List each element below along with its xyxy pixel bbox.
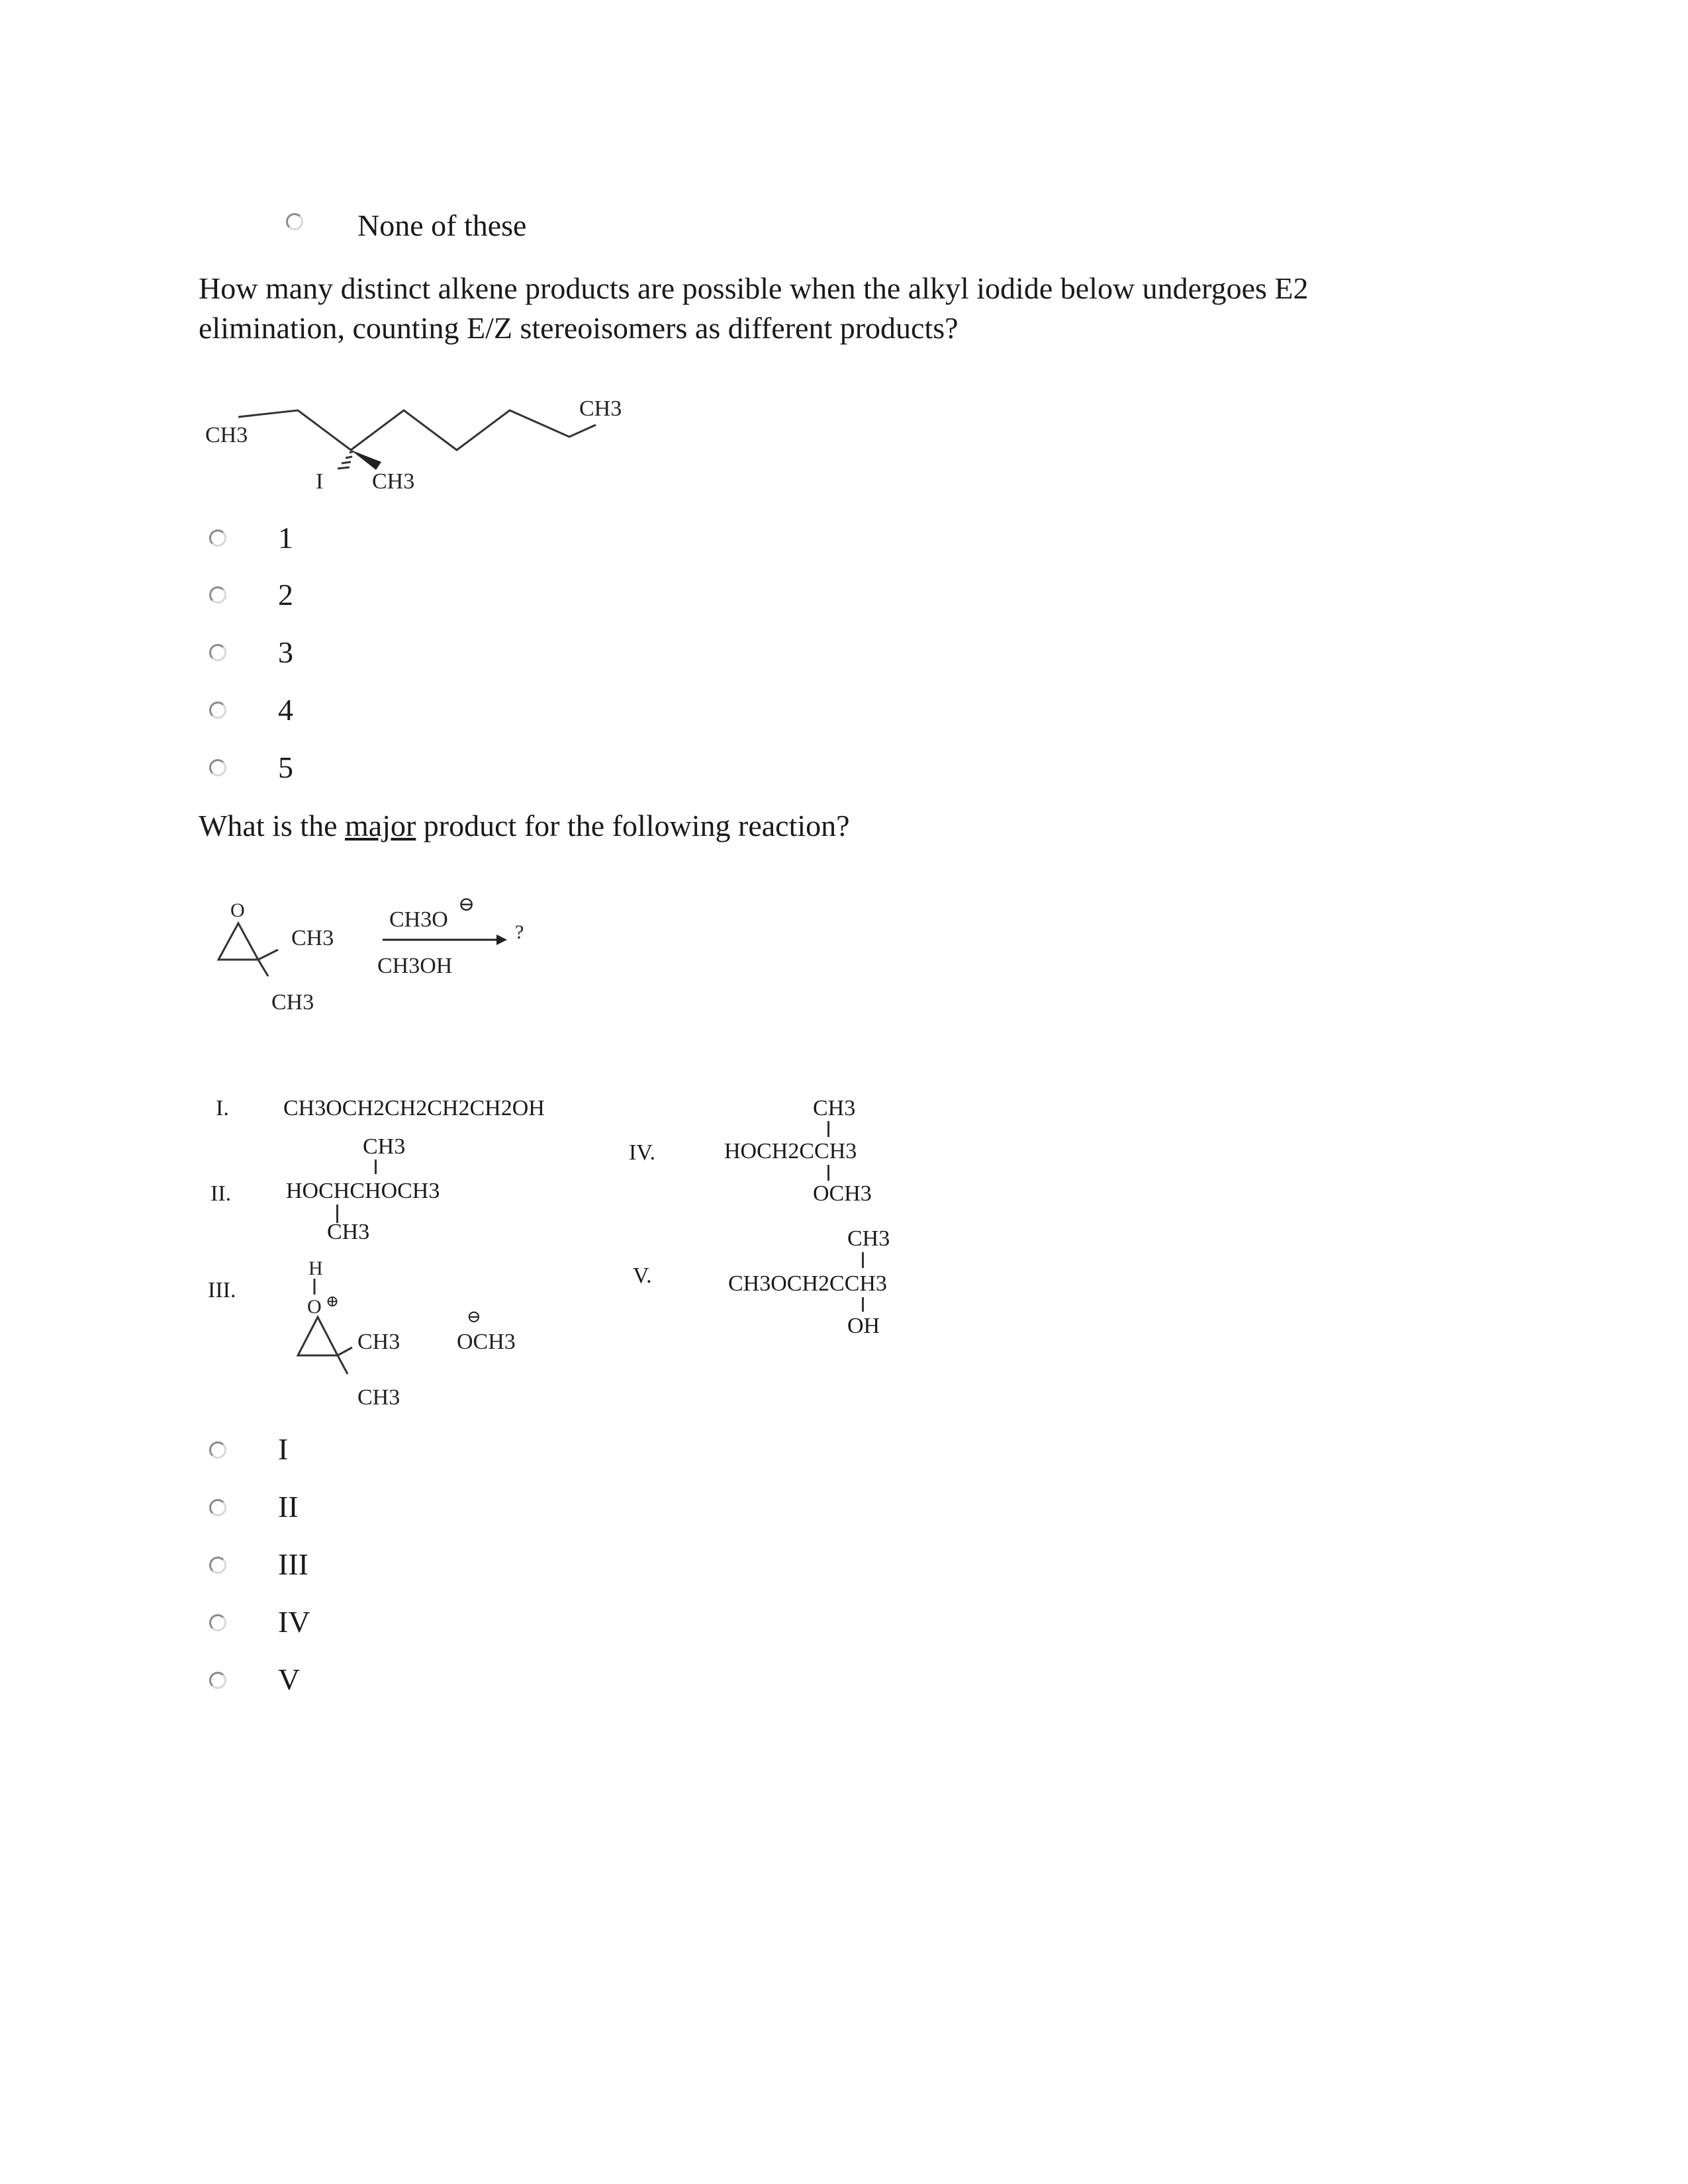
choice-V-formula: CH3OCH2CCH3 bbox=[728, 1271, 887, 1296]
branch-ch3-label: CH3 bbox=[372, 469, 415, 494]
option-label-none-of-these: None of these bbox=[357, 208, 527, 242]
epoxide-ch3-down-label: CH3 bbox=[271, 990, 314, 1015]
q1-option-radio-3[interactable] bbox=[209, 644, 226, 661]
choice-III-bond-ch3-down bbox=[338, 1355, 348, 1374]
choice-IV-bottom: OCH3 bbox=[813, 1181, 872, 1206]
reaction-arrowhead bbox=[496, 934, 507, 945]
choice-V-bond-bottom bbox=[862, 1297, 864, 1312]
choice-IV-label: IV. bbox=[629, 1140, 655, 1165]
q1-option-label-5: 5 bbox=[278, 751, 293, 784]
question-2-prefix: What is the bbox=[199, 809, 345, 842]
choice-II-bond-top bbox=[375, 1160, 377, 1174]
q2-option-radio-I[interactable] bbox=[209, 1441, 226, 1459]
reagent-top-label: CH3O bbox=[389, 907, 448, 932]
choice-III-ch3-down: CH3 bbox=[357, 1385, 400, 1410]
q2-option-label-I: I bbox=[278, 1432, 289, 1466]
q1-option-label-4: 4 bbox=[278, 693, 293, 727]
epoxide-ring bbox=[218, 923, 258, 960]
q2-option-label-IV: IV bbox=[278, 1605, 310, 1639]
choice-III-ch3-right: CH3 bbox=[357, 1330, 400, 1354]
q1-option-label-1: 1 bbox=[278, 521, 293, 555]
choice-III-anion: OCH3 bbox=[457, 1330, 516, 1354]
question-1-line-2: elimination, counting E/Z stereoisomers as different products? bbox=[199, 311, 959, 345]
choice-III-structure bbox=[285, 1251, 563, 1410]
choice-III-label: III. bbox=[208, 1278, 236, 1302]
choice-I-formula: CH3OCH2CH2CH2CH2OH bbox=[283, 1096, 545, 1120]
epoxide-ch3-right-label: CH3 bbox=[291, 926, 334, 950]
q2-option-radio-IV[interactable] bbox=[209, 1614, 226, 1631]
q2-option-radio-III[interactable] bbox=[209, 1557, 226, 1574]
hash-bond bbox=[338, 451, 353, 469]
reaction-scheme bbox=[199, 887, 569, 1039]
q1-option-radio-1[interactable] bbox=[209, 529, 226, 547]
wedge-bond bbox=[351, 450, 381, 470]
choice-IV-formula: HOCH2CCH3 bbox=[724, 1139, 857, 1163]
q2-option-label-II: II bbox=[278, 1490, 299, 1524]
q2-option-label-V: V bbox=[278, 1662, 301, 1696]
choice-III-plus: ⊕ bbox=[326, 1293, 340, 1310]
left-ch3-label: CH3 bbox=[205, 423, 248, 447]
q1-option-radio-4[interactable] bbox=[209, 702, 226, 719]
question-2-underlined: major bbox=[345, 809, 416, 842]
choice-III-minus: ⊖ bbox=[467, 1307, 481, 1326]
choice-IV-bond-top bbox=[827, 1121, 829, 1137]
alkyl-iodide-structure bbox=[192, 377, 655, 510]
choice-II-formula: HOCHCHOCH3 bbox=[286, 1179, 440, 1203]
carbon-chain bbox=[238, 410, 596, 450]
iodine-label: I bbox=[316, 469, 324, 494]
question-1-line-1: How many distinct alkene products are possible when the alkyl iodide below undergoes E2 bbox=[199, 271, 1309, 305]
epoxide-bond-ch3 bbox=[258, 950, 278, 960]
q2-option-label-III: III bbox=[278, 1547, 308, 1581]
q1-option-radio-2[interactable] bbox=[209, 586, 226, 604]
choice-III-o-label: O bbox=[307, 1296, 322, 1318]
choice-V-bond-top bbox=[862, 1252, 864, 1268]
choice-II-top: CH3 bbox=[363, 1134, 406, 1159]
q2-option-radio-II[interactable] bbox=[209, 1499, 226, 1516]
choice-III-bond-ch3 bbox=[338, 1347, 352, 1355]
reagent-charge: ⊖ bbox=[458, 893, 475, 915]
product-unknown: ? bbox=[515, 921, 524, 943]
q1-option-label-2: 2 bbox=[278, 578, 293, 612]
choice-III-h-label: H bbox=[308, 1257, 323, 1279]
epoxide-oxygen-label: O bbox=[230, 899, 245, 921]
choice-III-epoxide-ring bbox=[298, 1317, 338, 1355]
q1-option-radio-5[interactable] bbox=[209, 759, 226, 776]
right-ch3-label: CH3 bbox=[579, 396, 622, 421]
question-2-text bbox=[199, 806, 850, 846]
choice-IV-bond-bottom bbox=[827, 1165, 829, 1181]
choice-V-bottom: OH bbox=[847, 1314, 880, 1338]
q1-option-label-3: 3 bbox=[278, 635, 293, 669]
epoxide-bond-ch3-down bbox=[258, 960, 268, 976]
choice-II-bottom: CH3 bbox=[327, 1220, 370, 1244]
choice-V-top: CH3 bbox=[847, 1226, 890, 1251]
reagent-bottom-label: CH3OH bbox=[377, 954, 453, 978]
choice-IV-top: CH3 bbox=[813, 1096, 856, 1120]
choice-I-label: I. bbox=[216, 1096, 229, 1120]
option-radio-none-of-these[interactable] bbox=[286, 213, 303, 230]
choice-V-label: V. bbox=[633, 1263, 652, 1288]
choice-II-label: II. bbox=[211, 1181, 232, 1206]
question-2-suffix: product for the following reaction? bbox=[416, 809, 850, 842]
q2-option-radio-V[interactable] bbox=[209, 1672, 226, 1689]
